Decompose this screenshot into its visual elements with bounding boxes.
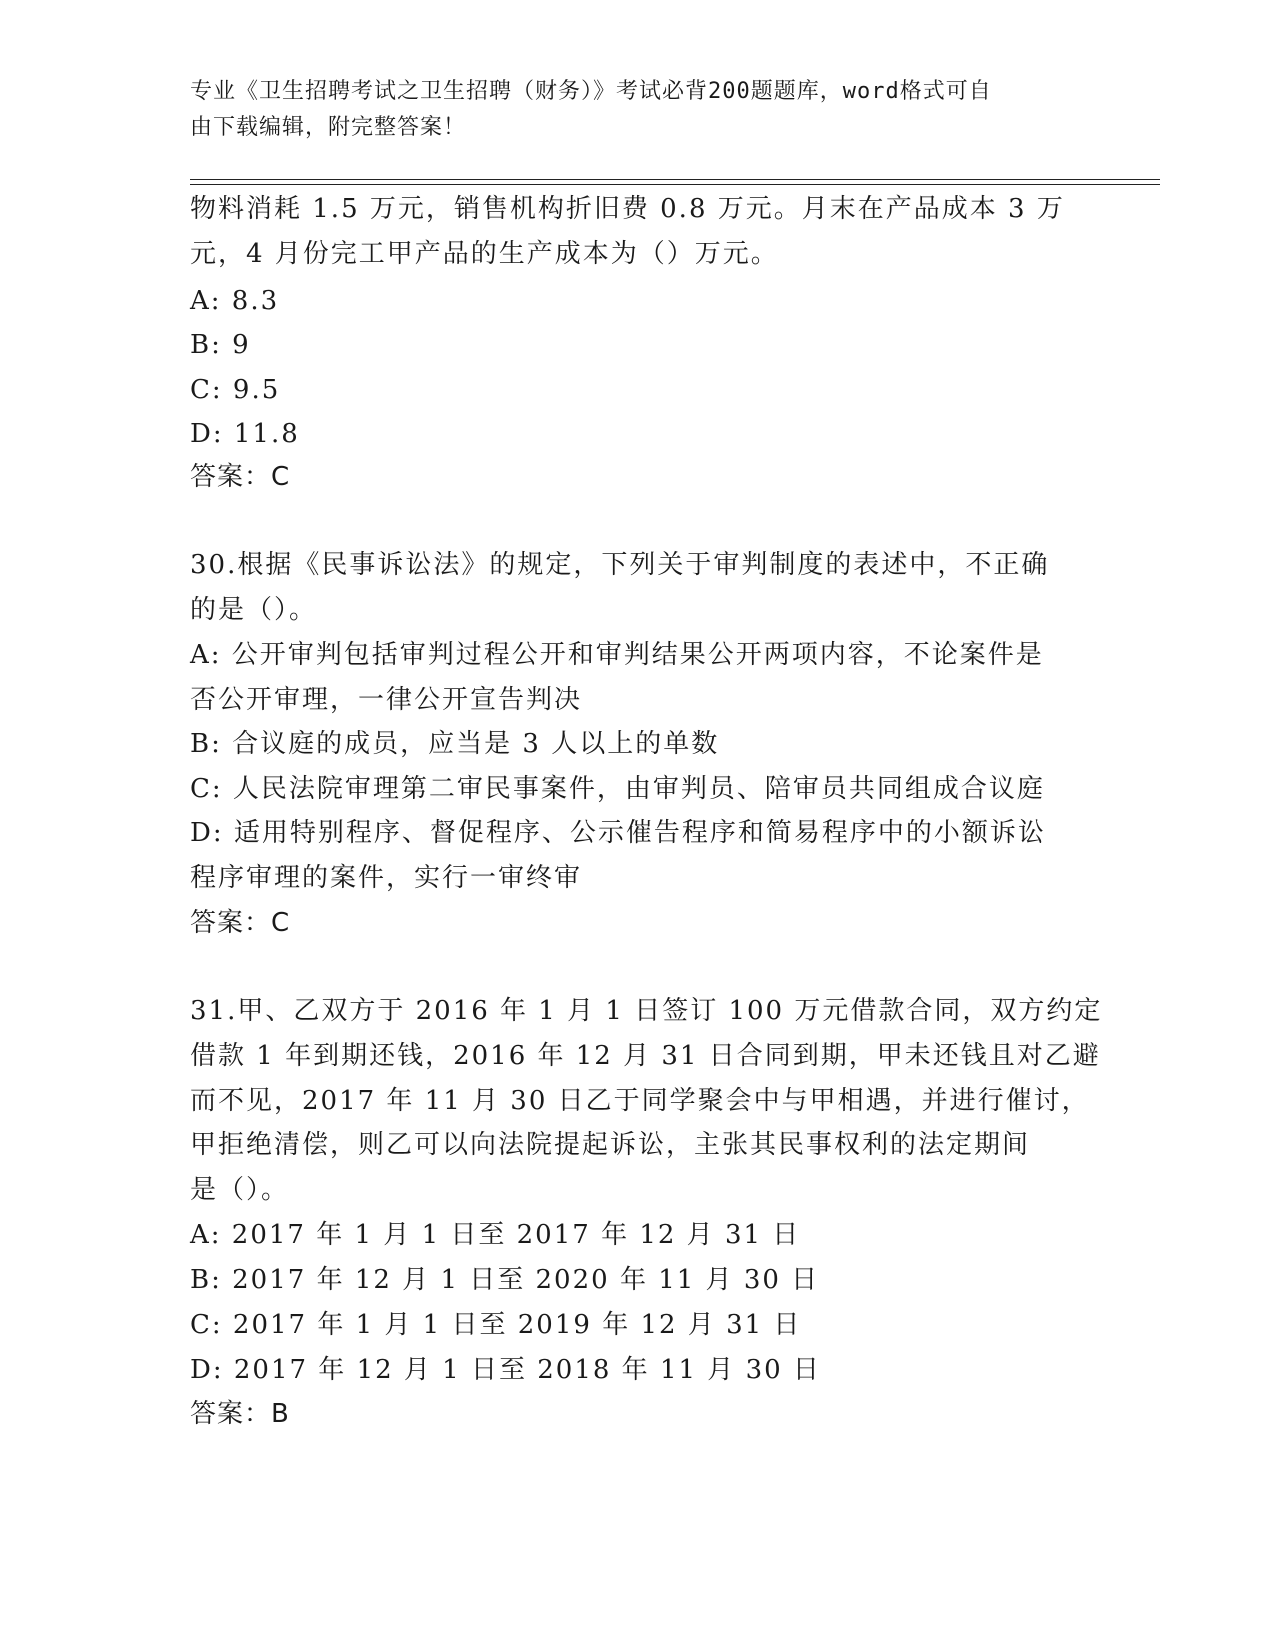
q30-option-d-line-1: D: 适用特别程序、督促程序、公示催告程序和简易程序中的小额诉讼 — [190, 818, 1046, 848]
header-line-2: 由下载编辑，附完整答案！ — [190, 115, 467, 140]
q30-option-d-line-2: 程序审理的案件，实行一审终审 — [190, 863, 583, 893]
q31-option-d: D: 2017 年 12 月 1 日至 2018 年 11 月 30 日 — [190, 1355, 821, 1385]
q31-option-b: B: 2017 年 12 月 1 日至 2020 年 11 月 30 日 — [190, 1265, 820, 1295]
q29-stem-line-1: 物料消耗 1.5 万元，销售机构折旧费 0.8 万元。月末在产品成本 3 万 — [190, 194, 1065, 224]
q30-option-c: C: 人民法院审理第二审民事案件，由审判员、陪审员共同组成合议庭 — [190, 774, 1045, 804]
q31-stem-line-5: 是（）。 — [190, 1175, 290, 1205]
q31-stem-line-3: 而不见，2017 年 11 月 30 日乙于同学聚会中与甲相遇，并进行催讨， — [190, 1086, 1090, 1116]
q30-stem-line-2: 的是（）。 — [190, 595, 318, 625]
header-divider-top — [190, 179, 1160, 180]
q31-answer: 答案：B — [190, 1399, 290, 1429]
q30-stem-line-1: 30.根据《民事诉讼法》的规定，下列关于审判制度的表述中，不正确 — [190, 550, 1050, 580]
q31-stem-line-2: 借款 1 年到期还钱，2016 年 12 月 31 日合同到期，甲未还钱且对乙避 — [190, 1041, 1101, 1071]
q29-option-a: A: 8.3 — [190, 286, 280, 316]
q29-option-c: C: 9.5 — [190, 375, 281, 405]
q29-stem-line-2: 元，4 月份完工甲产品的生产成本为（）万元。 — [190, 239, 779, 269]
q31-stem-line-4: 甲拒绝清偿，则乙可以向法院提起诉讼，主张其民事权利的法定期间 — [190, 1130, 1031, 1160]
q30-answer: 答案：C — [190, 908, 291, 938]
header-line-1: 专业《卫生招聘考试之卫生招聘（财务）》考试必背200题题库，word格式可自 — [190, 79, 992, 104]
header-divider-bottom — [190, 184, 1160, 185]
q30-option-b: B: 合议庭的成员，应当是 3 人以上的单数 — [190, 729, 720, 759]
q31-option-c: C: 2017 年 1 月 1 日至 2019 年 12 月 31 日 — [190, 1310, 802, 1340]
q29-answer: 答案：C — [190, 462, 291, 492]
q29-option-b: B: 9 — [190, 330, 251, 360]
q31-option-a: A: 2017 年 1 月 1 日至 2017 年 12 月 31 日 — [190, 1220, 801, 1250]
q29-option-d: D: 11.8 — [190, 419, 300, 449]
q31-stem-line-1: 31.甲、乙双方于 2016 年 1 月 1 日签订 100 万元借款合同，双方约定 — [190, 996, 1103, 1026]
q30-option-a-line-2: 否公开审理，一律公开宣告判决 — [190, 685, 583, 715]
q30-option-a-line-1: A: 公开审判包括审判过程公开和审判结果公开两项内容，不论案件是 — [190, 640, 1044, 670]
document-header — [190, 74, 1070, 146]
